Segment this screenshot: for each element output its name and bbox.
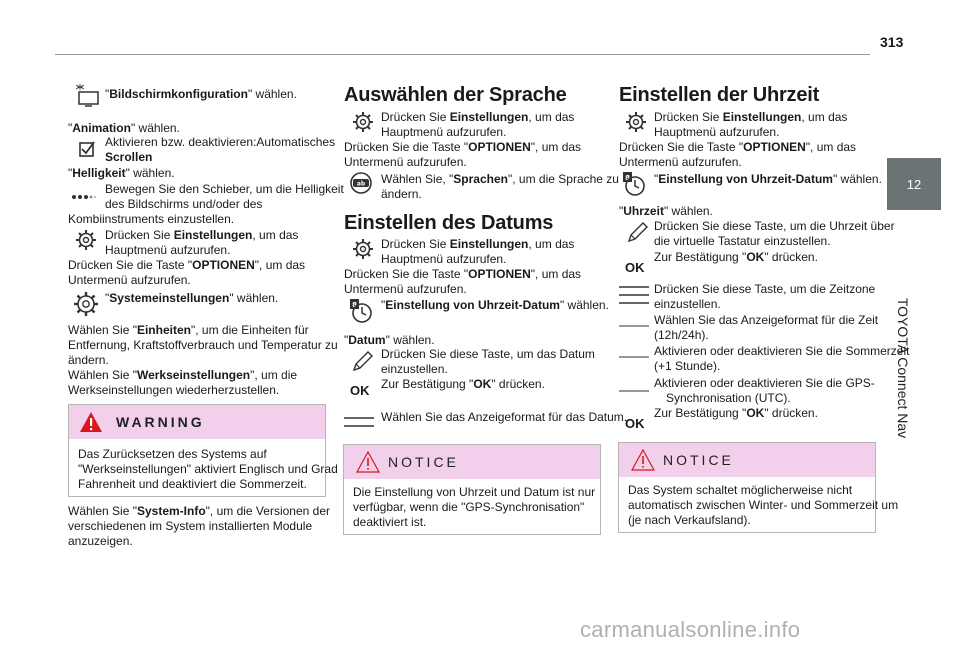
warning-text: Fahrenheit und deaktiviert die Sommerzeit. [78,477,307,491]
col3-text: Drücken Sie Einstellungen, um das [654,110,848,124]
col1-text: Wählen Sie "Werkseinstellungen", um die [68,368,298,382]
col1-text: "Systemeinstellungen" wählen. [105,291,279,305]
col1-text: "Animation" wählen. [68,121,180,135]
col2-text: Drücken Sie diese Taste, um das Datum [381,347,595,361]
col1-text: "Bildschirmkonfiguration" wählen. [105,87,297,101]
col1-text: Entfernung, Kraftstoffverbrauch und Temperatur zu [68,338,338,352]
system-settings-icon [73,291,99,317]
side-title-text: TOYOTA Connect Nav [895,297,911,439]
language-icon [348,171,374,195]
col1-text: verschiedenen im System installierten Module [68,519,313,533]
notice-text: Das System schaltet möglicherweise nicht [628,483,853,497]
top-divider [55,54,870,55]
col2-text: Drücken Sie die Taste "OPTIONEN", um das [344,267,582,281]
settings-gear-icon [625,111,647,133]
col1-text: ändern. [68,353,109,367]
notice-box [618,442,899,533]
side-title [880,248,926,488]
notice-title: NOTICE [663,452,734,468]
col1-text: "Helligkeit" wählen. [68,166,175,180]
notice-text: (je nach Verkaufsland). [628,513,751,527]
settings-gear-icon [75,229,97,251]
col3-text: (12h/24h). [654,328,709,342]
notice-icon [631,449,655,471]
col1-text: Aktivieren bzw. deaktivieren:Automatisches [105,135,336,149]
col3-text: Zur Bestätigung "OK" drücken. [654,406,818,420]
notice-title: NOTICE [388,454,459,470]
col2-text: Wählen Sie das Anzeigeformat für das Datum. [381,410,628,424]
svg-text:ab: ab [356,180,366,188]
warning-icon [79,411,103,433]
notice-header [344,445,600,479]
col3-text: (+1 Stunde). [654,359,721,373]
pencil-icon [350,350,374,374]
col3-text: "Uhrzeit" wählen. [619,204,713,218]
col1-text: Wählen Sie "System-Info", um die Versionen der [68,504,330,518]
col3-text: Drücken Sie diese Taste, um die Zeitzone [654,282,876,296]
col1-text: Hauptmenü aufzurufen. [105,243,231,257]
checkbox-icon [78,140,96,158]
notice-box [343,444,601,535]
col3-text: Drücken Sie diese Taste, um die Uhrzeit über [654,219,895,233]
footer-watermark: carmanualsonline.info [580,617,801,642]
notice-text: deaktiviert ist. [353,515,427,529]
col1-text: Wählen Sie "Einheiten", um die Einheiten für [68,323,309,337]
warning-title: WARNING [116,414,205,430]
col3-text: die virtuelle Tastatur einzustellen. [654,234,831,248]
col3-text: Aktivieren oder deaktivieren Sie die GPS- [654,376,875,390]
col1-text: Bewegen Sie den Schieber, um die Helligkeit [105,182,344,196]
timezone-list-icon [619,285,649,305]
notice-text: automatisch zwischen Winter- und Sommerzeit um [628,498,899,512]
svg-text:8: 8 [352,301,357,309]
warning-text: "Werkseinstellungen" aktiviert Englisch und Grad [78,462,338,476]
section-heading: Einstellen der Uhrzeit [619,84,820,106]
col3-text: Untermenü aufzurufen. [619,155,742,169]
col2-text: Untermenü aufzurufen. [344,282,467,296]
col3-text: "Einstellung von Uhrzeit-Datum" wählen. [654,172,882,186]
notice-header [619,443,875,477]
chapter-tab: 12 [887,158,941,210]
col2-text: Drücken Sie die Taste "OPTIONEN", um das [344,140,582,154]
col2-text: "Datum" wählen. [344,333,435,347]
col2-text: einzustellen. [381,362,448,376]
list-menu-icon [344,416,374,428]
col3-text: Synchronisation (UTC). [666,391,791,405]
section-heading: Einstellen des Datums [344,212,554,234]
warning-text: Das Zurücksetzen des Systems auf [78,447,267,461]
col2-text: ändern. [381,187,422,201]
screen-config-icon [74,84,100,108]
col2-text: Drücken Sie Einstellungen, um das [381,237,575,251]
clock-calendar-icon [621,171,647,197]
col3-text: Wählen Sie das Anzeigeformat für die Zeit [654,313,879,327]
svg-text:8: 8 [625,174,630,182]
col1-text: anzuzeigen. [68,534,133,548]
col3-text: einzustellen. [654,297,721,311]
col2-text: Hauptmenü aufzurufen. [381,125,507,139]
col1-text: Kombiinstruments einzustellen. [68,212,235,226]
col1-text: Untermenü aufzurufen. [68,273,191,287]
col1-text: des Bildschirms und/oder des [105,197,263,211]
pencil-icon [625,221,649,245]
section-heading: Auswählen der Sprache [344,84,567,106]
notice-text: Die Einstellung von Uhrzeit und Datum ist nur [353,485,596,499]
clock-calendar-icon [348,298,374,324]
col3-text: Aktivieren oder deaktivieren Sie die Sommerzeit [654,344,910,358]
col1-text: Scrollen [105,150,153,164]
col2-text: Zur Bestätigung "OK" drücken. [381,377,545,391]
summertime-option-icon [619,355,649,359]
notice-text: verfügbar, wenn die "GPS-Synchronisation" [353,500,585,514]
settings-gear-icon [352,238,374,260]
col1-text: Werkseinstellungen wiederherzustellen. [68,383,280,397]
gps-sync-option-icon [619,389,649,393]
col2-text: "Einstellung von Uhrzeit-Datum" wählen. [381,298,609,312]
ok-icon: OK [625,416,645,431]
col3-text: Drücken Sie die Taste "OPTIONEN", um das [619,140,857,154]
format-option-icon [619,324,649,328]
col2-text: Hauptmenü aufzurufen. [381,252,507,266]
ok-icon: OK [350,383,370,398]
col1-text: Drücken Sie Einstellungen, um das [105,228,299,242]
ok-icon: OK [625,260,645,275]
settings-gear-icon [352,111,374,133]
col2-text: Wählen Sie, "Sprachen", um die Sprache zu [381,172,619,186]
col1-text: Drücken Sie die Taste "OPTIONEN", um das [68,258,306,272]
col3-text: Hauptmenü aufzurufen. [654,125,780,139]
col2-text: Untermenü aufzurufen. [344,155,467,169]
notice-icon [356,451,380,473]
page-number: 313 [880,34,904,50]
brightness-slider-icon [72,194,96,200]
col2-text: Drücken Sie Einstellungen, um das [381,110,575,124]
col3-text: Zur Bestätigung "OK" drücken. [654,250,818,264]
warning-box [68,404,338,497]
